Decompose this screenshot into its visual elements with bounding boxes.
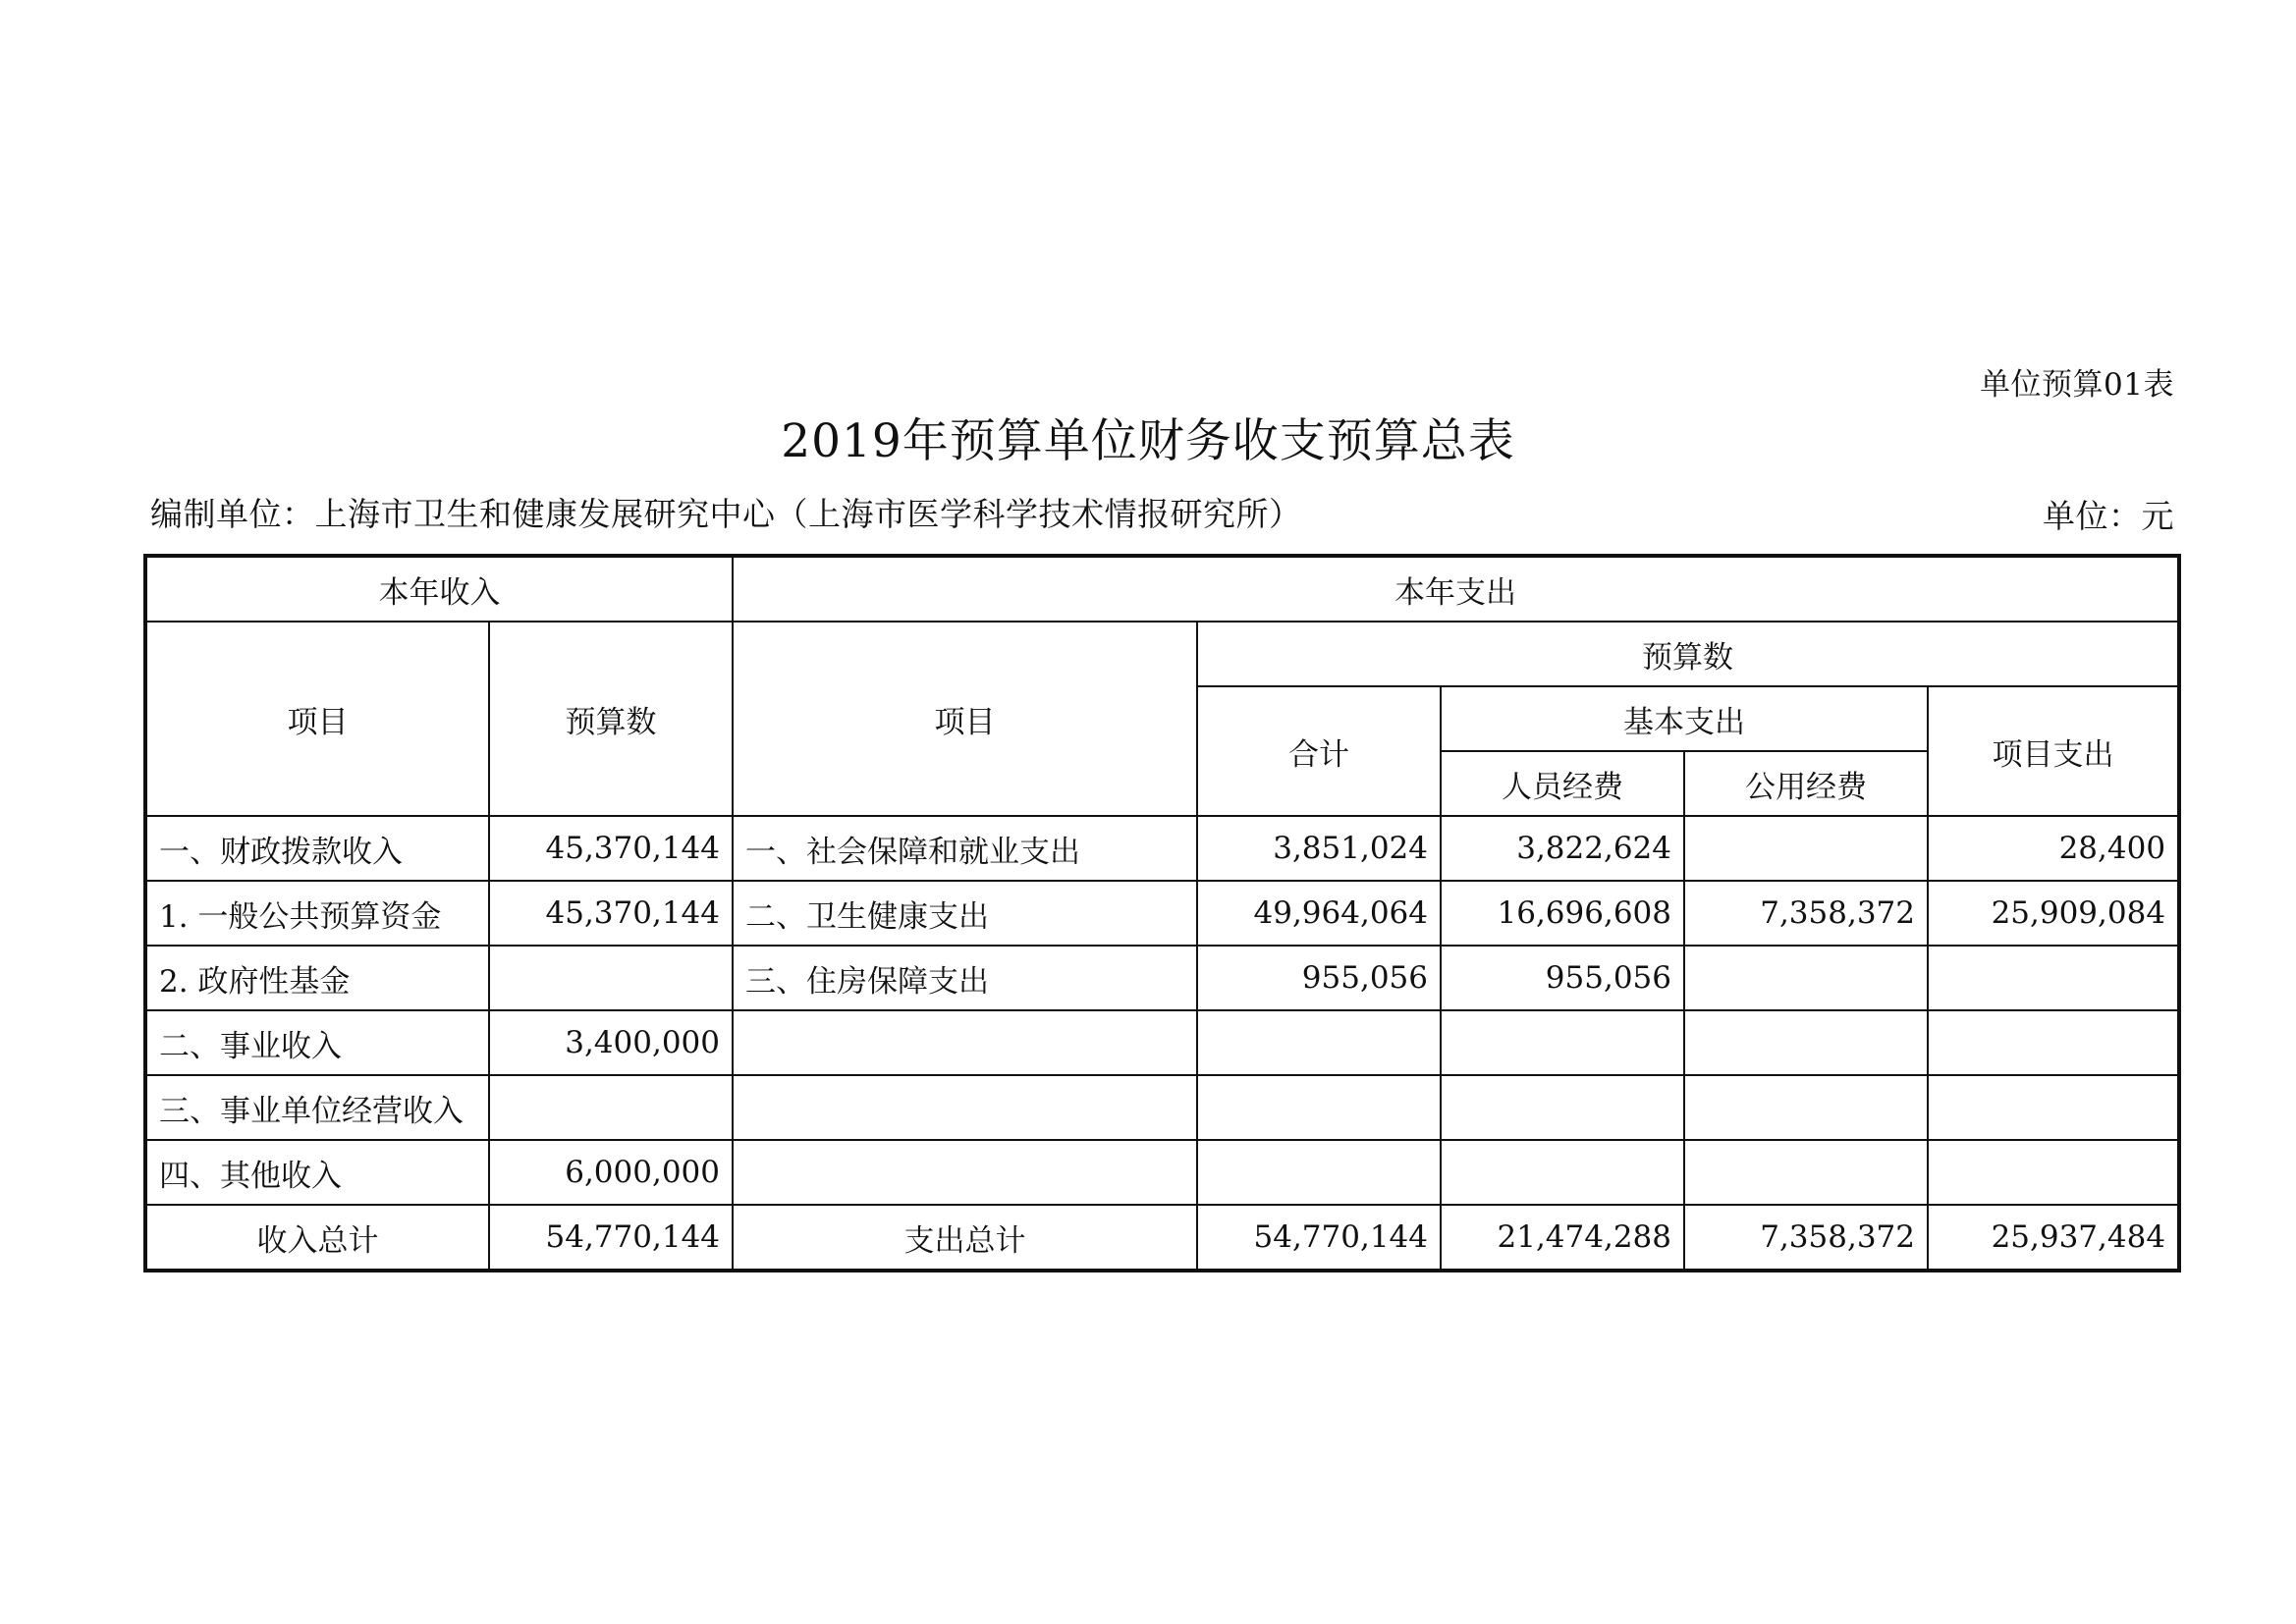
currency-unit: 单位：元 [2043, 497, 2174, 535]
public-cell [1684, 1075, 1928, 1140]
table-row [145, 1010, 2179, 1075]
header-income-budget: 预算数 [489, 622, 733, 816]
expense-item-cell: 一、社会保障和就业支出 [733, 816, 1197, 881]
project-cell [1928, 1010, 2179, 1075]
personnel-total-cell: 21,474,288 [1441, 1205, 1684, 1271]
income-item-cell: 二、事业收入 [145, 1010, 489, 1075]
header-basic: 基本支出 [1441, 686, 1928, 751]
expense-item-cell: 三、住房保障支出 [733, 946, 1197, 1010]
public-total-cell: 7,358,372 [1684, 1205, 1928, 1271]
project-cell [1928, 1140, 2179, 1205]
table-row [145, 881, 2179, 946]
page-title: 2019年预算单位财务收支预算总表 [781, 414, 1515, 468]
income-value-cell: 6,000,000 [489, 1140, 733, 1205]
income-item-cell: 2. 政府性基金 [145, 946, 489, 1010]
income-value-cell: 45,370,144 [489, 816, 733, 881]
header-income-group: 本年收入 [145, 556, 733, 622]
public-cell [1684, 1010, 1928, 1075]
header-row-2 [145, 622, 2179, 686]
personnel-cell: 16,696,608 [1441, 881, 1684, 946]
income-item-cell: 四、其他收入 [145, 1140, 489, 1205]
total-cell: 49,964,064 [1197, 881, 1441, 946]
form-code: 单位预算01表 [1980, 367, 2174, 403]
table-body [145, 816, 2179, 1271]
totals-row [145, 1205, 2179, 1271]
project-cell: 28,400 [1928, 816, 2179, 881]
header-total: 合计 [1197, 686, 1441, 816]
income-total-label: 收入总计 [145, 1205, 489, 1271]
expense-total-label: 支出总计 [733, 1205, 1197, 1271]
public-cell [1684, 1140, 1928, 1205]
header-personnel: 人员经费 [1441, 751, 1684, 816]
expense-item-cell [733, 1010, 1197, 1075]
personnel-cell: 955,056 [1441, 946, 1684, 1010]
income-item-cell: 一、财政拨款收入 [145, 816, 489, 881]
income-value-cell [489, 1075, 733, 1140]
budget-summary-table [143, 554, 2181, 1272]
table-row [145, 946, 2179, 1010]
total-cell [1197, 1010, 1441, 1075]
project-total-cell: 25,937,484 [1928, 1205, 2179, 1271]
total-cell [1197, 1140, 1441, 1205]
expense-total-cell: 54,770,144 [1197, 1205, 1441, 1271]
project-cell: 25,909,084 [1928, 881, 2179, 946]
public-cell: 7,358,372 [1684, 881, 1928, 946]
table-header [145, 556, 2179, 816]
header-expense-group: 本年支出 [733, 556, 2179, 622]
income-value-cell: 45,370,144 [489, 881, 733, 946]
income-item-cell: 三、事业单位经营收入 [145, 1075, 489, 1140]
header-expense-item: 项目 [733, 622, 1197, 816]
total-cell: 955,056 [1197, 946, 1441, 1010]
total-cell [1197, 1075, 1441, 1140]
income-item-cell: 1. 一般公共预算资金 [145, 881, 489, 946]
income-value-cell: 3,400,000 [489, 1010, 733, 1075]
expense-item-cell [733, 1075, 1197, 1140]
table-row [145, 1075, 2179, 1140]
header-row-1 [145, 556, 2179, 622]
expense-item-cell [733, 1140, 1197, 1205]
compiling-unit: 编制单位：上海市卫生和健康发展研究中心（上海市医学科学技术情报研究所） [150, 495, 1302, 533]
header-public: 公用经费 [1684, 751, 1928, 816]
personnel-cell [1441, 1010, 1684, 1075]
expense-item-cell: 二、卫生健康支出 [733, 881, 1197, 946]
public-cell [1684, 946, 1928, 1010]
income-value-cell [489, 946, 733, 1010]
personnel-cell: 3,822,624 [1441, 816, 1684, 881]
income-total-value: 54,770,144 [489, 1205, 733, 1271]
public-cell [1684, 816, 1928, 881]
table-row [145, 1140, 2179, 1205]
header-project: 项目支出 [1928, 686, 2179, 816]
personnel-cell [1441, 1140, 1684, 1205]
table-row [145, 816, 2179, 881]
total-cell: 3,851,024 [1197, 816, 1441, 881]
project-cell [1928, 1075, 2179, 1140]
project-cell [1928, 946, 2179, 1010]
header-income-item: 项目 [145, 622, 489, 816]
header-expense-budget: 预算数 [1197, 622, 2179, 686]
personnel-cell [1441, 1075, 1684, 1140]
